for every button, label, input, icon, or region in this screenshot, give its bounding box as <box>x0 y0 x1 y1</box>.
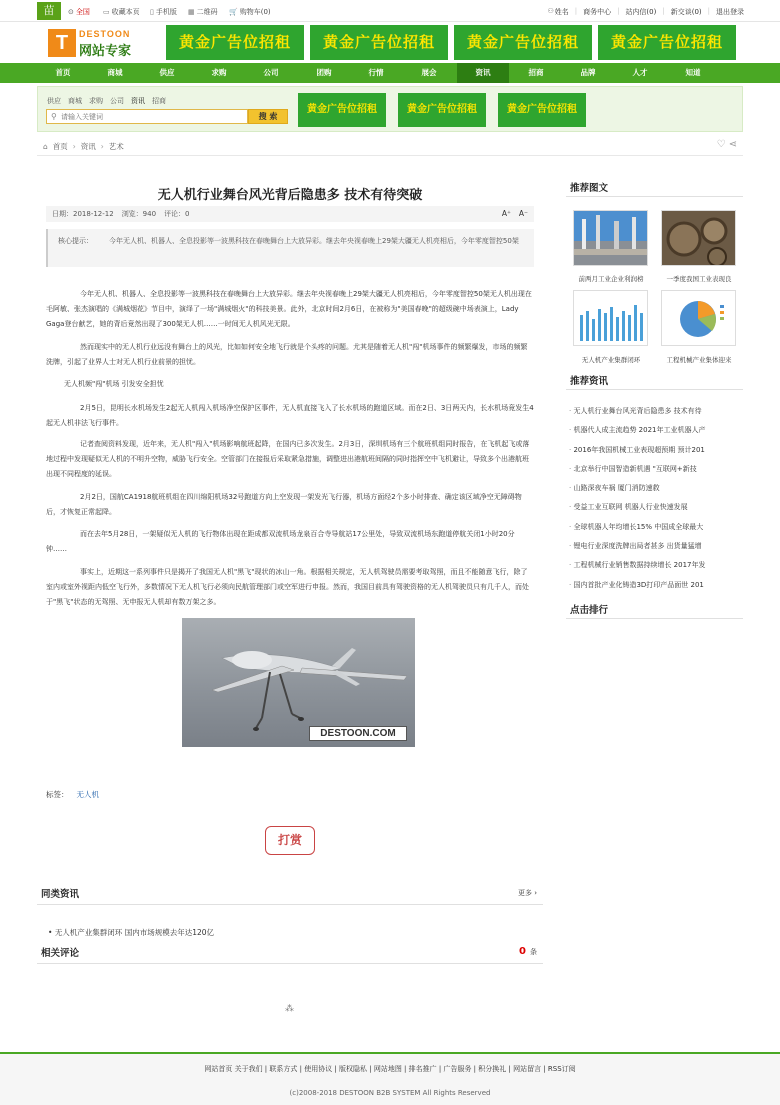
article-comment-count: 评论：0 <box>164 210 190 218</box>
sidebar-news-item[interactable]: · 机器代人成主流趋势 2021年工业机器人产 <box>569 421 741 440</box>
footer-link[interactable]: 网站留言 <box>513 1065 542 1073</box>
sidebar-news-item[interactable]: · 国内首批产业化铸造3D打印产品面世 201 <box>569 576 741 595</box>
cart-link[interactable]: 🛒 购物车(0) <box>229 8 271 16</box>
search-band <box>37 86 743 132</box>
location-link[interactable]: ⊙ 全国 <box>68 8 90 16</box>
footer-link[interactable]: 网站地图 <box>373 1065 402 1073</box>
location-pin-icon: ⊙ <box>68 8 74 16</box>
nav-item-buy[interactable]: 求购 <box>211 68 227 77</box>
search-tab-invest[interactable]: 招商 <box>152 97 166 105</box>
footer-link[interactable]: 版权隐私 <box>339 1065 368 1073</box>
nav-item-invest[interactable]: 招商 <box>528 68 544 77</box>
article-paragraph: 2月5日，昆明长水机场发生2起无人机闯入机场净空保护区事件，无人机直接飞入了长水机场的跑道区域。而在2日、3日两天内，长水机场竟发生4起无人机非法飞行事件。 <box>46 404 534 427</box>
ad-banner[interactable]: 黄金广告位招租 <box>498 93 586 127</box>
summary-label: 核心提示： <box>58 237 93 245</box>
chevron-right-icon: › <box>534 889 537 897</box>
mobile-link[interactable]: ▯ 手机版 <box>150 8 177 16</box>
article-paragraph: 记者查阅资料发现，近年来，无人机"闯入"机场影响航班起降，在国内已多次发生。2月3日，深圳机场有三个航班机组同时报告，在飞机起飞或落地过程中发现疑似无人机的不明升空物，威胁飞行安全。空管部门在接报后采取紧急措施，调整进出港航班间隔的同时指挥空中飞机避让，导致多个出港航班出现不同程度的延误。 <box>46 440 530 478</box>
business-center-link[interactable]: 商务中心 <box>583 8 612 16</box>
footer-link[interactable]: 联系方式 <box>269 1065 298 1073</box>
site-mini-logo[interactable]: 苗 <box>37 2 61 20</box>
sidebar-thumb-caption[interactable]: 无人机产业集群闭环 <box>581 356 641 364</box>
article-title: 无人机行业舞台风光背后隐患多 技术有待突破 <box>157 188 423 203</box>
sidebar-thumb-caption[interactable]: 前两月工业企业利润榜 <box>578 275 644 283</box>
nav-item-know[interactable]: 知道 <box>685 68 701 77</box>
article-drone-image <box>182 618 415 747</box>
search-input[interactable] <box>61 111 241 122</box>
font-decrease-button[interactable]: A⁻ <box>518 209 528 218</box>
chat-link[interactable]: 新交谈(0) <box>670 8 702 16</box>
sidebar-news-list <box>569 402 741 595</box>
loading-spinner-icon: ⁂ <box>285 1004 294 1014</box>
breadcrumb-separator: › <box>72 142 76 151</box>
nav-item-quote[interactable]: 行情 <box>368 68 384 77</box>
nav-item-expo[interactable]: 展会 <box>421 68 437 77</box>
breadcrumb-category[interactable]: 艺术 <box>108 142 124 151</box>
sidebar-news-item[interactable]: · 北京举行中国智造新机遇 "互联网+新技 <box>569 460 741 479</box>
nav-item-brand[interactable]: 品牌 <box>580 68 596 77</box>
ad-banner[interactable]: 黄金广告位招租 <box>310 25 448 60</box>
footer-links: 网站首页 关于我们 | 联系方式 | 使用协议 | 版权隐私 | 网站地图 | 排名推广 | 广告服务 | 积分换礼 | 网站留言 | RSS订阅 <box>204 1065 576 1073</box>
footer-link[interactable]: RSS订阅 <box>547 1065 576 1073</box>
breadcrumb-separator: › <box>100 142 104 151</box>
summary-text: 今年无人机、机器人、全息投影等一波黑科技在春晚舞台上大放异彩。继去年央视春晚上29架大疆无人机亮相后，今年零度智控50架 <box>109 237 519 245</box>
footer-link[interactable]: 使用协议 <box>304 1065 333 1073</box>
comments-header <box>37 940 543 964</box>
search-tab-company[interactable]: 公司 <box>110 97 124 105</box>
article-paragraph: 而在去年5月28日，一架疑似无人机的飞行物体出现在距成都双流机场龙泉百合寺导航站17公里处，导致双流机场东跑道停航关闭1小时20分钟…… <box>46 530 515 553</box>
nav-item-company[interactable]: 公司 <box>263 68 279 77</box>
search-tab-mall[interactable]: 商城 <box>68 97 82 105</box>
ad-banner[interactable]: 黄金广告位招租 <box>454 25 592 60</box>
similar-news-header <box>37 881 543 905</box>
article-paragraph: 2月2日，国航CA1918航班机组在四川绵阳机场32号跑道方向上空发现一架发光飞行器，机场方面经2个多小时排查、确定该区域净空无障碍物后，才恢复正常起降。 <box>46 493 522 516</box>
bookmark-link[interactable]: ▭ 收藏本页 <box>103 8 140 16</box>
ad-banner[interactable]: 黄金广告位招租 <box>298 93 386 127</box>
home-icon: ⌂ <box>43 142 48 151</box>
search-tab-supply[interactable]: 供应 <box>47 97 61 105</box>
search-tab-news[interactable]: 资讯 <box>131 97 145 105</box>
article-paragraph: 今年无人机、机器人、全息投影等一波黑科技在春晚舞台上大放异彩。继去年央视春晚上29架大疆无人机亮相后，今年零度智控50架无人机出现在毛阿敏、张杰演唱的《满城烟花》节目中，演绎了一场"满城烟火"的科技美景。此外，北京时间2月6日，在被称为"美国春晚"的超级碗中场表演上，Lady Gaga登台献艺，她的背后竟然出现了300架无人机……一时间无人机风光无限。 <box>46 290 532 328</box>
sidebar-thumb-caption[interactable]: 一季度我国工业表现良 <box>666 275 732 283</box>
image-watermark: DESTOON.COM <box>309 726 407 741</box>
mobile-icon: ▯ <box>150 8 154 16</box>
article-summary <box>46 229 534 267</box>
search-button[interactable]: 搜 索 <box>248 109 288 124</box>
sidebar-pics-header: 推荐图文 <box>566 177 743 197</box>
tag-link[interactable]: 无人机 <box>76 790 99 799</box>
sidebar-thumb[interactable] <box>661 290 736 346</box>
sidebar-thumb-caption[interactable]: 工程机械产业集体迎来 <box>666 356 732 364</box>
footer-link[interactable]: 关于我们 <box>234 1065 263 1073</box>
nav-item-group[interactable]: 团购 <box>316 68 332 77</box>
top-bar <box>0 0 780 22</box>
user-name-link[interactable]: 姓名 <box>554 8 569 16</box>
breadcrumb-home[interactable]: 首页 <box>52 142 68 151</box>
sidebar-news-item[interactable]: · 山路深夜车祸 厦门消防速救 <box>569 479 741 498</box>
bar-chart-image-icon <box>574 291 648 346</box>
article-tags <box>46 789 99 800</box>
site-logo[interactable]: T DESTOON 网站专家 <box>48 28 152 58</box>
cart-icon: 🛒 <box>229 8 238 16</box>
article-paragraph: 然而现实中的无人机行业远没有舞台上的风光，比如如何安全地飞行就是个头疼的问题。尤其是随着无人机"闯"机场事件的频繁爆发，市场的频繁洗牌，引起了业界人士对无人机行业前景的担忧。 <box>46 343 528 366</box>
footer-link[interactable]: 积分换礼 <box>478 1065 507 1073</box>
favorite-heart-icon[interactable]: ♡ <box>716 139 726 150</box>
breadcrumb-news[interactable]: 资讯 <box>80 142 96 151</box>
similar-news-item[interactable]: • 无人机产业集群闭环 国内市场规模去年达120亿 <box>48 928 215 937</box>
logout-link[interactable]: 退出登录 <box>716 8 744 16</box>
reward-button[interactable]: 打赏 <box>265 826 315 855</box>
sidebar-news-item[interactable]: · 2016年我国机械工业表现超预期 预计201 <box>569 441 741 460</box>
user-icon: ⚇ <box>547 7 554 15</box>
font-increase-button[interactable]: A⁺ <box>501 209 511 218</box>
sidebar-thumb[interactable] <box>661 210 736 266</box>
sidebar-rank-header: 点击排行 <box>566 599 743 619</box>
bookmark-icon: ▭ <box>103 8 110 16</box>
header <box>0 22 780 62</box>
comments-count: 0 条 <box>519 946 537 957</box>
search-tab-buy[interactable]: 求购 <box>89 97 103 105</box>
footer-link[interactable]: 网站首页 <box>204 1065 233 1073</box>
nav-item-news[interactable]: 资讯 <box>457 63 509 83</box>
sidebar-news-item[interactable]: · 全球机器人年均增长15% 中国成全球最大 <box>569 518 741 537</box>
share-icon[interactable]: ⋖ <box>728 139 737 150</box>
sidebar-thumb[interactable] <box>573 210 648 266</box>
sidebar-news-header: 推荐资讯 <box>566 370 743 390</box>
ad-banner[interactable]: 黄金广告位招租 <box>166 25 304 60</box>
gears-image-icon <box>662 211 736 266</box>
footer-link[interactable]: 排名推广 <box>408 1065 437 1073</box>
search-box <box>46 109 248 124</box>
footer-link[interactable]: 广告服务 <box>443 1065 472 1073</box>
search-type-tabs <box>47 96 166 106</box>
sidebar-thumb[interactable] <box>573 290 648 346</box>
article-date: 日期：2018-12-12 <box>52 210 114 218</box>
more-link[interactable]: 更多 › <box>517 889 537 897</box>
article-paragraph: 事实上，近期这一系列事件只是揭开了我国无人机"黑飞"现状的冰山一角。根据相关规定，无人机驾驶员需要考取驾照，而且不能随意飞行，除了室内或室外视距内低空飞行外，多数情况下无人机飞行必须向民航管理部门或空军进行申报。然而，我国目前具有驾驶资格的无人机驾驶员只有几千人，而处于"黑飞"状态的无驾照、无申报无人机却有数万架之多。 <box>46 568 529 606</box>
qrcode-icon: ▦ <box>188 8 195 16</box>
pie-chart-image-icon <box>662 291 736 346</box>
ad-banner[interactable]: 黄金广告位招租 <box>398 93 486 127</box>
ad-banner[interactable]: 黄金广告位招租 <box>598 25 736 60</box>
factory-image-icon <box>574 211 648 266</box>
article-subheading: 无人机频"闯"机场 引发安全担忧 <box>64 380 164 388</box>
nav-item-home[interactable]: 首页 <box>55 68 71 77</box>
article-meta <box>46 206 534 222</box>
nav-item-mall[interactable]: 商城 <box>107 68 123 77</box>
qrcode-link[interactable]: ▦ 二维码 <box>188 8 218 16</box>
article-views: 浏览：940 <box>121 210 157 218</box>
main-nav <box>0 63 780 83</box>
sidebar-news-item[interactable]: · 工程机械行业销售数据持续增长 2017年发 <box>569 556 741 575</box>
breadcrumb <box>37 136 743 156</box>
user-links: ⚇ 姓名 | 商务中心 | 站内信(0) | 新交谈(0) | 退出登录 <box>547 7 744 16</box>
messages-link[interactable]: 站内信(0) <box>625 8 657 16</box>
sidebar-news-item[interactable]: · 锂电行业深度洗牌出局者甚多 出货量猛增 <box>569 537 741 556</box>
copyright: (c)2008-2018 DESTOON B2B SYSTEM All Rights Reserved <box>289 1089 491 1097</box>
search-icon: ⚲ <box>51 112 57 121</box>
nav-item-talent[interactable]: 人才 <box>632 68 648 77</box>
sidebar-news-item[interactable]: · 无人机行业舞台风光背后隐患多 技术有待 <box>569 402 741 421</box>
comments-title: 相关评论 <box>41 948 80 959</box>
nav-item-supply[interactable]: 供应 <box>159 68 175 77</box>
tags-label: 标签： <box>46 790 69 799</box>
similar-news-title: 同类资讯 <box>41 889 80 900</box>
footer <box>0 1052 780 1105</box>
sidebar-news-item[interactable]: · 受益工业互联网 机器人行业快速发展 <box>569 498 741 517</box>
